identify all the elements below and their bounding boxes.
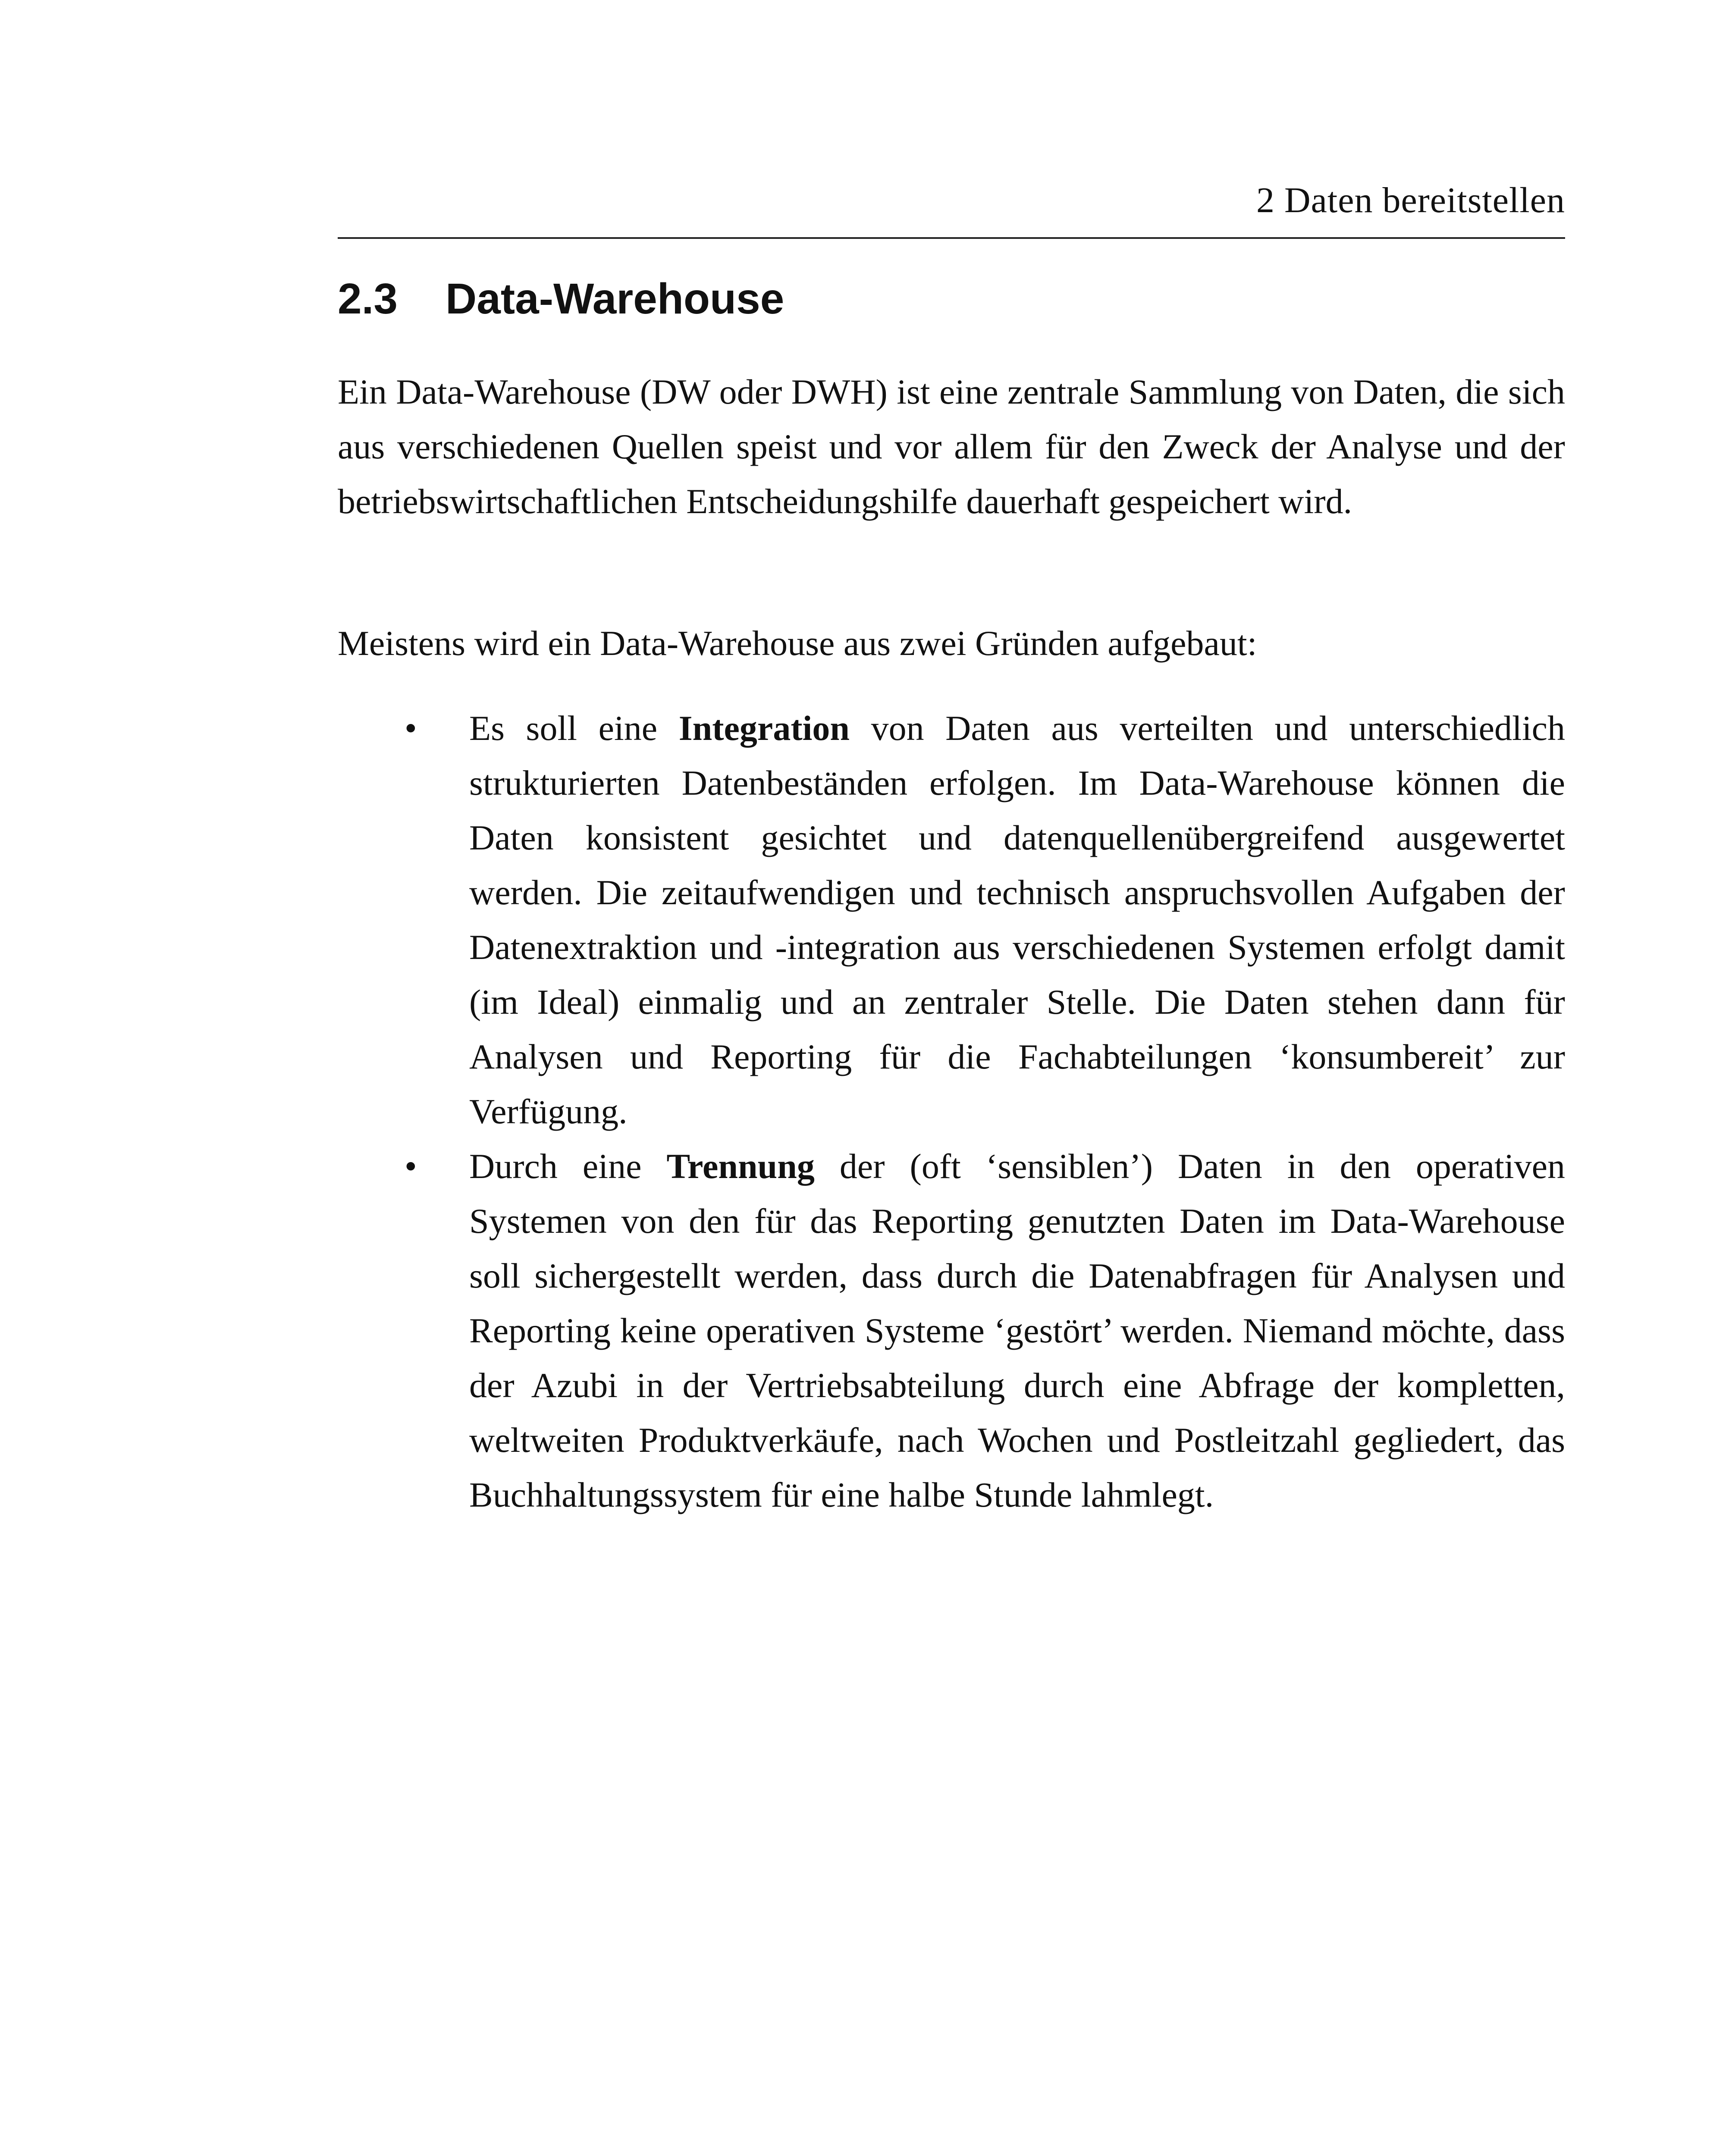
bullet-text-start: Es soll eine bbox=[469, 708, 679, 748]
bullet-icon: • bbox=[405, 1147, 417, 1186]
running-header bbox=[338, 164, 1565, 239]
paragraph-reasons: Meistens wird ein Data-Warehouse aus zwei Gründen aufgebaut: bbox=[338, 624, 1257, 663]
bullet-keyword: Integration bbox=[678, 708, 850, 748]
bullet-list bbox=[338, 701, 1565, 1522]
section-heading bbox=[338, 271, 784, 327]
paragraph-intro: Ein Data-Warehouse (DW oder DWH) ist eine zentrale Sammlung von Daten, die sich aus verschiedenen Quellen speist und vor allem für den Zweck der Analyse und der betriebswirtschaftlichen Entscheidungshilfe dauerhaft gespeichert wird. bbox=[338, 372, 1565, 521]
section-number: 2.3 bbox=[338, 275, 398, 323]
list-item bbox=[338, 1139, 1565, 1522]
bullet-text-rest: der (oft ‘sensiblen’) Daten in den operativen Systemen von den für das Reporting genutzten Daten im Data-Warehouse soll sichergestellt werden, dass durch die Datenabfragen für Analysen und Reporting keine operativen Systeme ‘gestört’ werden. Niemand möchte, dass der Azubi in der Vertriebsabteilung durch eine Abfrage der kompletten, weltweiten Produktverkäufe, nach Wochen und Postleitzahl gegliedert, das Buchhaltungssystem für eine halbe Stunde lahmlegt. bbox=[469, 1147, 1565, 1514]
list-item bbox=[338, 701, 1565, 1139]
bullet-text-start: Durch eine bbox=[469, 1147, 667, 1186]
bullet-keyword: Trennung bbox=[666, 1147, 815, 1186]
running-header-text: 2 Daten bereitstellen bbox=[1256, 180, 1565, 220]
bullet-icon: • bbox=[405, 708, 417, 748]
section-title: Data-Warehouse bbox=[446, 275, 784, 323]
bullet-text-rest: von Daten aus verteilten und unterschiedlich strukturierten Datenbeständen erfolgen. Im Data-Warehouse können die Daten konsistent gesichtet und datenquellenübergreifend ausgewertet werden. Die zeitaufwendigen und technisch anspruchsvollen Aufgaben der Datenextraktion und -integration aus verschiedenen Systemen erfolgt damit (im Ideal) einmalig und an zentraler Stelle. Die Daten stehen dann für Analysen und Reporting für die Fachabteilungen ‘konsumbereit’ zur Verfügung. bbox=[469, 708, 1565, 1131]
